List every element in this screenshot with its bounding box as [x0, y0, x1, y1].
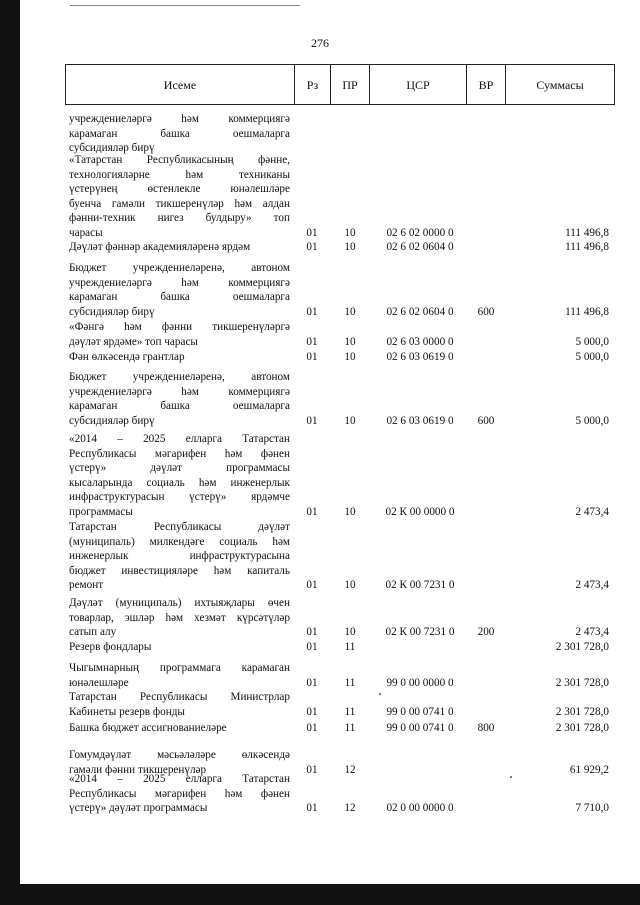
row-name-line: Гомумдәүләт мәсьәләләре өлкәсендә — [69, 749, 290, 761]
row-name-line: Фән өлкәсендә грантлар — [69, 351, 185, 363]
row-name-line: субсидияләр бирү — [69, 414, 155, 427]
row-csr: 02 К 00 0000 0 — [385, 506, 455, 518]
row-rz: 01 — [306, 227, 318, 239]
row-rz: 01 — [306, 506, 318, 518]
row-name-line: Резерв фондлары — [69, 641, 152, 653]
row-sum: 5 000,0 — [575, 335, 609, 348]
row-name-line: карамаган башка оешмаларга — [69, 291, 290, 304]
row-name-line: Башка бюджет ассигнованиеләре — [69, 722, 227, 734]
row-csr: 99 0 00 0000 0 — [386, 676, 454, 689]
header-pr-cell — [330, 64, 370, 105]
row-pr: 11 — [344, 641, 356, 653]
scan-speck — [379, 693, 381, 695]
row-name-line: бюджет инвестицияләре һәм капиталь — [69, 564, 290, 577]
row-vr: 800 — [477, 722, 495, 734]
row-name-line: сатып алу — [69, 626, 117, 639]
row-name-line: үстерү» дәүләт программасы — [69, 462, 290, 475]
row-vr: 600 — [477, 305, 495, 318]
scan-left-border — [0, 0, 20, 905]
row-name-line: гамәли фәнни тикшеренүләр — [69, 763, 207, 776]
header-pr: ПР — [342, 78, 358, 92]
row-name-line: юнәлешләре — [69, 676, 129, 689]
row-sum: 7 710,0 — [575, 802, 609, 815]
row-csr: 02 0 00 0000 0 — [386, 802, 454, 815]
row-rz: 01 — [306, 676, 318, 689]
row-sum: 111 496,8 — [565, 241, 609, 253]
row-name-line: субсидияләр бирү — [69, 305, 155, 318]
row-name-line: кысаларында социаль һәм инженерлык — [69, 476, 290, 489]
row-rz: 01 — [306, 241, 318, 253]
row-pr: 10 — [344, 579, 356, 592]
header-csr: ЦСР — [406, 78, 430, 92]
scan-bottom-border — [0, 884, 640, 905]
row-sum: 61 929,2 — [569, 763, 609, 776]
row-csr: 02 6 02 0604 0 — [386, 241, 454, 253]
row-pr: 10 — [344, 506, 356, 518]
row-pr: 12 — [344, 802, 356, 815]
row-name-line: буенча гамәли тикшеренүләр һәм алдан — [69, 197, 290, 210]
row-name-line: үстерү» дәүләт программасы — [69, 802, 208, 815]
row-name-line: «2014 – 2025 елларга Татарстан — [69, 773, 290, 785]
row-pr: 12 — [344, 763, 356, 776]
row-sum: 2 473,4 — [575, 579, 609, 592]
row-pr: 10 — [344, 227, 356, 239]
row-pr: 11 — [344, 676, 356, 689]
row-csr: 02 6 03 0619 0 — [386, 351, 454, 363]
header-sum-cell — [505, 64, 615, 105]
row-sum: 2 301 728,0 — [555, 676, 609, 689]
row-rz: 01 — [306, 802, 318, 815]
row-name-line: Бюджет учреждениеләренә, автоном — [69, 262, 290, 274]
row-name-line: инфраструктурасын үстерү» ярдәмче — [69, 491, 290, 504]
row-name-line: Республикасы мәгарифен һәм фәнен — [69, 787, 290, 800]
header-rz: Рз — [306, 78, 319, 92]
row-rz: 01 — [306, 335, 318, 348]
row-vr: 200 — [477, 626, 495, 639]
row-name-line: дәүләт ярдәме» топ чарасы — [69, 335, 198, 348]
row-name-line: ремонт — [69, 579, 104, 592]
row-name-line: товарлар, эшләр һәм хезмәт күрсәтүләр — [69, 611, 290, 624]
row-rz: 01 — [306, 305, 318, 318]
header-rz-cell — [294, 64, 331, 105]
row-sum: 5 000,0 — [575, 414, 609, 427]
row-name-line: фәнни-техник нигез булдыру» топ — [69, 212, 290, 225]
row-vr: 600 — [477, 414, 495, 427]
header-csr-cell — [369, 64, 467, 105]
row-name-line: Чыгымнарның программага карамаган — [69, 662, 290, 674]
row-name-line: Татарстан Республикасы Министрлар — [69, 691, 290, 703]
top-rule — [70, 5, 300, 6]
header-vr: ВР — [478, 78, 494, 92]
row-pr: 10 — [344, 335, 356, 348]
row-name-line: Кабинеты резерв фонды — [69, 705, 185, 718]
row-csr: 02 6 02 0000 0 — [386, 227, 454, 239]
row-rz: 01 — [306, 705, 318, 718]
row-sum: 2 301 728,0 — [555, 722, 609, 734]
row-sum: 2 301 728,0 — [555, 705, 609, 718]
row-name-line: технологияләрне һәм техниканы — [69, 168, 290, 181]
row-csr: 02 К 00 7231 0 — [385, 626, 455, 639]
row-sum: 5 000,0 — [575, 351, 609, 363]
row-pr: 10 — [344, 241, 356, 253]
header-name-cell — [65, 64, 295, 105]
row-pr: 11 — [344, 705, 356, 718]
row-name-line: Дәүләт (муниципаль) ихтыяҗлары өчен — [69, 597, 290, 609]
row-name-line: программасы — [69, 506, 133, 518]
row-rz: 01 — [306, 579, 318, 592]
row-rz: 01 — [306, 763, 318, 776]
row-rz: 01 — [306, 414, 318, 427]
row-sum: 111 496,8 — [565, 305, 609, 318]
row-name-line: «Татарстан Республикасының фәнне, — [69, 154, 290, 166]
row-rz: 01 — [306, 722, 318, 734]
row-name-line: карамаган башка оешмаларга — [69, 127, 290, 140]
row-csr: 99 0 00 0741 0 — [386, 705, 454, 718]
row-rz: 01 — [306, 626, 318, 639]
row-name-line: инженерлык инфраструктурасына — [69, 550, 290, 563]
row-name-line: Татарстан Республикасы дәүләт — [69, 521, 290, 533]
row-csr: 02 6 03 0000 0 — [386, 335, 454, 348]
row-pr: 10 — [344, 414, 356, 427]
row-name-line: «2014 – 2025 елларга Татарстан — [69, 433, 290, 445]
row-rz: 01 — [306, 641, 318, 653]
row-csr: 99 0 00 0741 0 — [386, 722, 454, 734]
row-name-line: «Фәнгә һәм фәнни тикшеренүләргә — [69, 321, 290, 333]
row-pr: 10 — [344, 351, 356, 363]
row-csr: 02 К 00 7231 0 — [385, 579, 455, 592]
row-name-line: Республикасы мәгарифен һәм фәнен — [69, 447, 290, 460]
header-name: Исеме — [163, 78, 197, 92]
row-csr: 02 6 03 0619 0 — [386, 414, 454, 427]
row-name-line: субсидияләр бирү — [69, 142, 155, 155]
header-sum: Суммасы — [536, 78, 584, 92]
row-name-line: карамаган башка оешмаларга — [69, 400, 290, 413]
header-vr-cell — [466, 64, 506, 105]
row-sum: 2 301 728,0 — [555, 641, 609, 653]
row-name-line: учреждениеләргә һәм коммерциягә — [69, 113, 290, 125]
row-sum: 2 473,4 — [575, 626, 609, 639]
row-name-line: Бюджет учреждениеләренә, автоном — [69, 371, 290, 383]
row-name-line: чарасы — [69, 227, 103, 239]
row-name-line: учреждениеләргә һәм коммерциягә — [69, 385, 290, 398]
row-csr: 02 6 02 0604 0 — [386, 305, 454, 318]
page-number: 276 — [311, 36, 329, 50]
row-name-line: үстерүнең өстенлекле юнәлешләре — [69, 183, 290, 196]
row-sum: 111 496,8 — [565, 227, 609, 239]
row-pr: 10 — [344, 626, 356, 639]
row-rz: 01 — [306, 351, 318, 363]
row-sum: 2 473,4 — [575, 506, 609, 518]
row-name-line: (муниципаль) милкендәге социаль һәм — [69, 535, 290, 548]
row-name-line: Дәүләт фәннәр академияләренә ярдәм — [69, 241, 251, 253]
row-pr: 11 — [344, 722, 356, 734]
row-name-line: учреждениеләргә һәм коммерциягә — [69, 276, 290, 289]
scan-speck — [510, 776, 512, 778]
row-pr: 10 — [344, 305, 356, 318]
